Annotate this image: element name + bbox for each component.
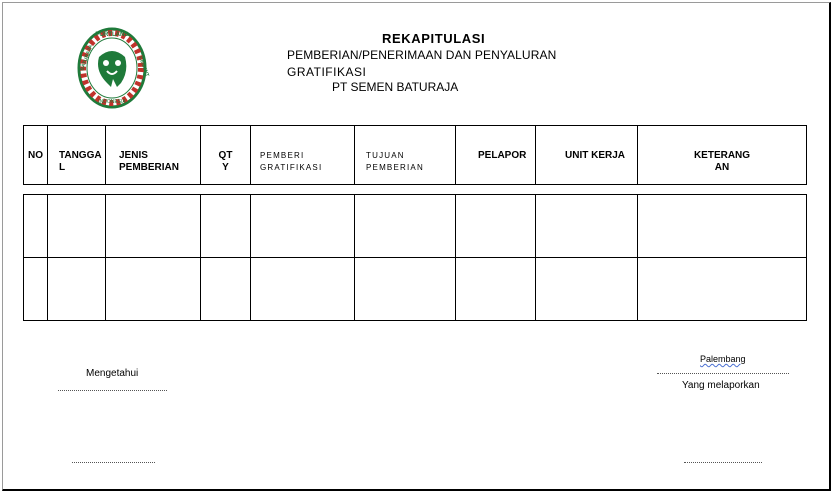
table-cell[interactable] — [201, 195, 251, 258]
table-cell[interactable] — [638, 258, 807, 321]
table-row — [24, 195, 807, 258]
col-no: NO — [24, 126, 48, 185]
table-cell[interactable] — [106, 258, 201, 321]
heading-line-2: PEMBERIAN/PENERIMAAN DAN PENYALURAN — [287, 48, 557, 62]
logo-right-text: CEMENT — [137, 55, 150, 78]
table-cell[interactable] — [48, 195, 106, 258]
pelapor-label: Yang melaporkan — [682, 380, 760, 391]
col-unit-kerja: UNIT KERJA — [536, 126, 638, 185]
table-cell[interactable] — [638, 195, 807, 258]
table-cell[interactable] — [106, 195, 201, 258]
table-cell[interactable] — [251, 195, 355, 258]
logo-top-text: PORTLAND — [95, 32, 129, 38]
heading-line-3: GRATIFIKASI — [287, 65, 367, 79]
table-cell[interactable] — [48, 258, 106, 321]
table-cell[interactable] — [251, 258, 355, 321]
table-cell[interactable] — [355, 258, 456, 321]
company-logo — [77, 27, 150, 109]
logo-left-text: BATURAJA — [79, 44, 95, 72]
table-header — [23, 125, 807, 185]
mengetahui-signature-line — [72, 462, 155, 463]
col-pemberi-gratifikasi: PEMBERI GRATIFIKASI — [251, 126, 355, 185]
mengetahui-line — [58, 390, 167, 391]
table-row — [24, 258, 807, 321]
date-line — [657, 373, 789, 374]
logo-bottom-text: INDONESIA — [98, 99, 126, 105]
table-cell[interactable] — [24, 195, 48, 258]
heading-line-4: PT SEMEN BATURAJA — [332, 80, 459, 94]
table-cell[interactable] — [24, 258, 48, 321]
table-cell[interactable] — [456, 258, 536, 321]
table-cell[interactable] — [536, 258, 638, 321]
place-label: Palembang — [700, 354, 746, 364]
table-cell[interactable] — [355, 195, 456, 258]
col-jenis-pemberian: JENIS PEMBERIAN — [106, 126, 201, 185]
table-cell[interactable] — [201, 258, 251, 321]
table-cell[interactable] — [536, 195, 638, 258]
col-keterangan: KETERANG AN — [638, 126, 807, 185]
col-tanggal: TANGGA L — [48, 126, 106, 185]
col-qty: QT Y — [201, 126, 251, 185]
heading-line-1: REKAPITULASI — [382, 31, 486, 46]
col-pelapor: PELAPOR — [456, 126, 536, 185]
table-body — [23, 194, 807, 321]
mengetahui-label: Mengetahui — [86, 368, 139, 379]
table-cell[interactable] — [456, 195, 536, 258]
pelapor-signature-line — [684, 462, 762, 463]
col-tujuan-pemberian: TUJUAN PEMBERIAN — [355, 126, 456, 185]
